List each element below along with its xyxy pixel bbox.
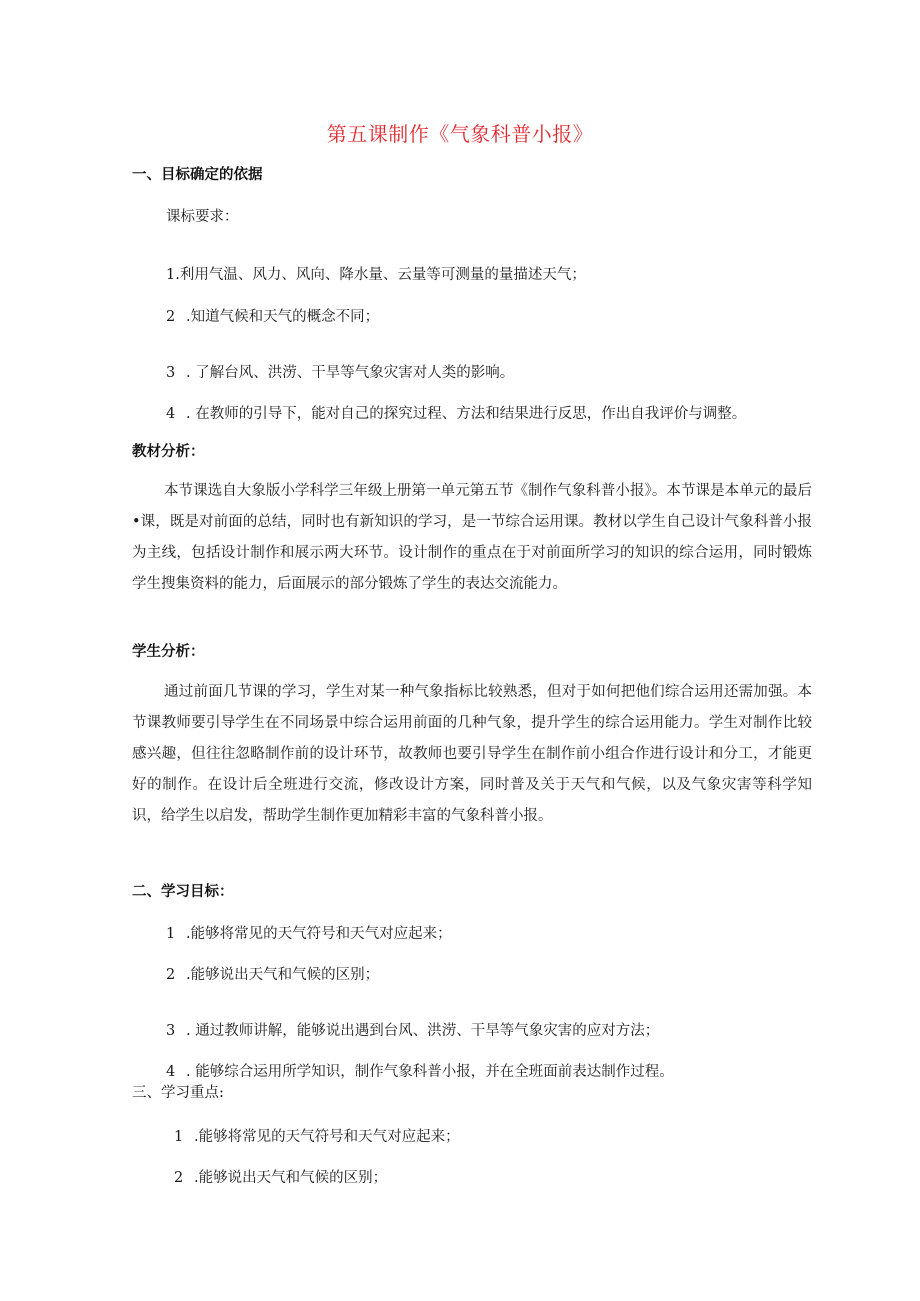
goal-item-3 bbox=[166, 1019, 659, 1040]
item-text: . 在教师的引导下，能对自己的探究过程、方法和结果进行反思，作出自我评价与调整。 bbox=[186, 406, 747, 422]
item-text: . 通过教师讲解，能够说出遇到台风、洪涝、干旱等气象灾害的应对方法； bbox=[186, 1023, 660, 1039]
goal-item-1 bbox=[166, 922, 452, 943]
item-text: .能够说出天气和气候的区别； bbox=[194, 1170, 388, 1186]
item-text: .能够将常见的天气符号和天气对应起来； bbox=[186, 926, 452, 942]
item-number: 1 bbox=[166, 926, 176, 942]
item-number: 1. bbox=[166, 267, 180, 283]
item-number: 4 bbox=[166, 1064, 176, 1080]
textbook-heading: 教材分析： bbox=[132, 444, 205, 460]
student-heading: 学生分析： bbox=[132, 644, 205, 660]
item-number: 4 bbox=[166, 406, 176, 422]
item-text: .能够将常见的天气符号和天气对应起来； bbox=[194, 1129, 460, 1145]
student-paragraph: 通过前面几节课的学习，学生对某一种气象指标比较熟悉，但对于如何把他们综合运用还需加强。本节课教师要引导学生在不同场景中综合运用前面的几种气象，提升学生的综合运用能力。学生对制作比较感兴趣，但往往忽略制作前的设计环节，故教师也要引导学生在制作前小组合作进行设计和分工，才能更好的制作。在设计后全班进行交流，修改设计方案，同时普及关于天气和气候，以及气象灾害等科学知识，给学生以启发，帮助学生制作更加精彩丰富的气象科普小报。 bbox=[132, 684, 812, 824]
item-text: . 能够综合运用所学知识，制作气象科普小报，并在全班面前表达制作过程。 bbox=[186, 1064, 674, 1080]
standard-label: 课标要求： bbox=[166, 209, 239, 225]
standard-item-2 bbox=[166, 305, 379, 326]
item-text: 利用气温、风力、风向、降水量、云量等可测量的量描述天气； bbox=[179, 267, 586, 283]
standard-item-3 bbox=[166, 361, 514, 382]
item-number: 3 bbox=[166, 1023, 176, 1039]
goal-item-4 bbox=[166, 1060, 674, 1081]
item-number: 2 bbox=[174, 1170, 184, 1186]
section3-heading: 三、学习重点: bbox=[132, 1085, 224, 1101]
focus-item-1 bbox=[174, 1125, 460, 1146]
item-number: 3 bbox=[166, 365, 176, 381]
standard-item-1 bbox=[166, 263, 586, 284]
textbook-paragraph: 本节课选自大象版小学科学三年级上册第一单元第五节《制作气象科普小报》。本节课是本单元的最后•课，既是对前面的总结，同时也有新知识的学习，是一节综合运用课。教材以学生自己设计气象科普小报为主线，包括设计制作和展示两大环节。设计制作的重点在于对前面所学习的知识的综合运用，同时锻炼学生搜集资料的能力，后面展示的部分锻炼了学生的表达交流能力。 bbox=[132, 483, 812, 592]
item-text: .能够说出天气和气候的区别； bbox=[186, 967, 380, 983]
document-title: 第五课制作《气象科普小报》 bbox=[326, 122, 594, 146]
section1-heading: 一、目标确定的依据 bbox=[132, 167, 263, 183]
item-number: 1 bbox=[174, 1129, 184, 1145]
item-number: 2 bbox=[166, 309, 176, 325]
goal-item-2 bbox=[166, 963, 379, 984]
item-text: . 了解台风、洪涝、干旱等气象灾害对人类的影响。 bbox=[186, 365, 515, 381]
standard-item-4 bbox=[166, 402, 746, 423]
item-text: .知道气候和天气的概念不同； bbox=[186, 309, 380, 325]
item-number: 2 bbox=[166, 967, 176, 983]
focus-item-2 bbox=[174, 1166, 387, 1187]
section2-heading: 二、学习目标： bbox=[132, 884, 234, 900]
